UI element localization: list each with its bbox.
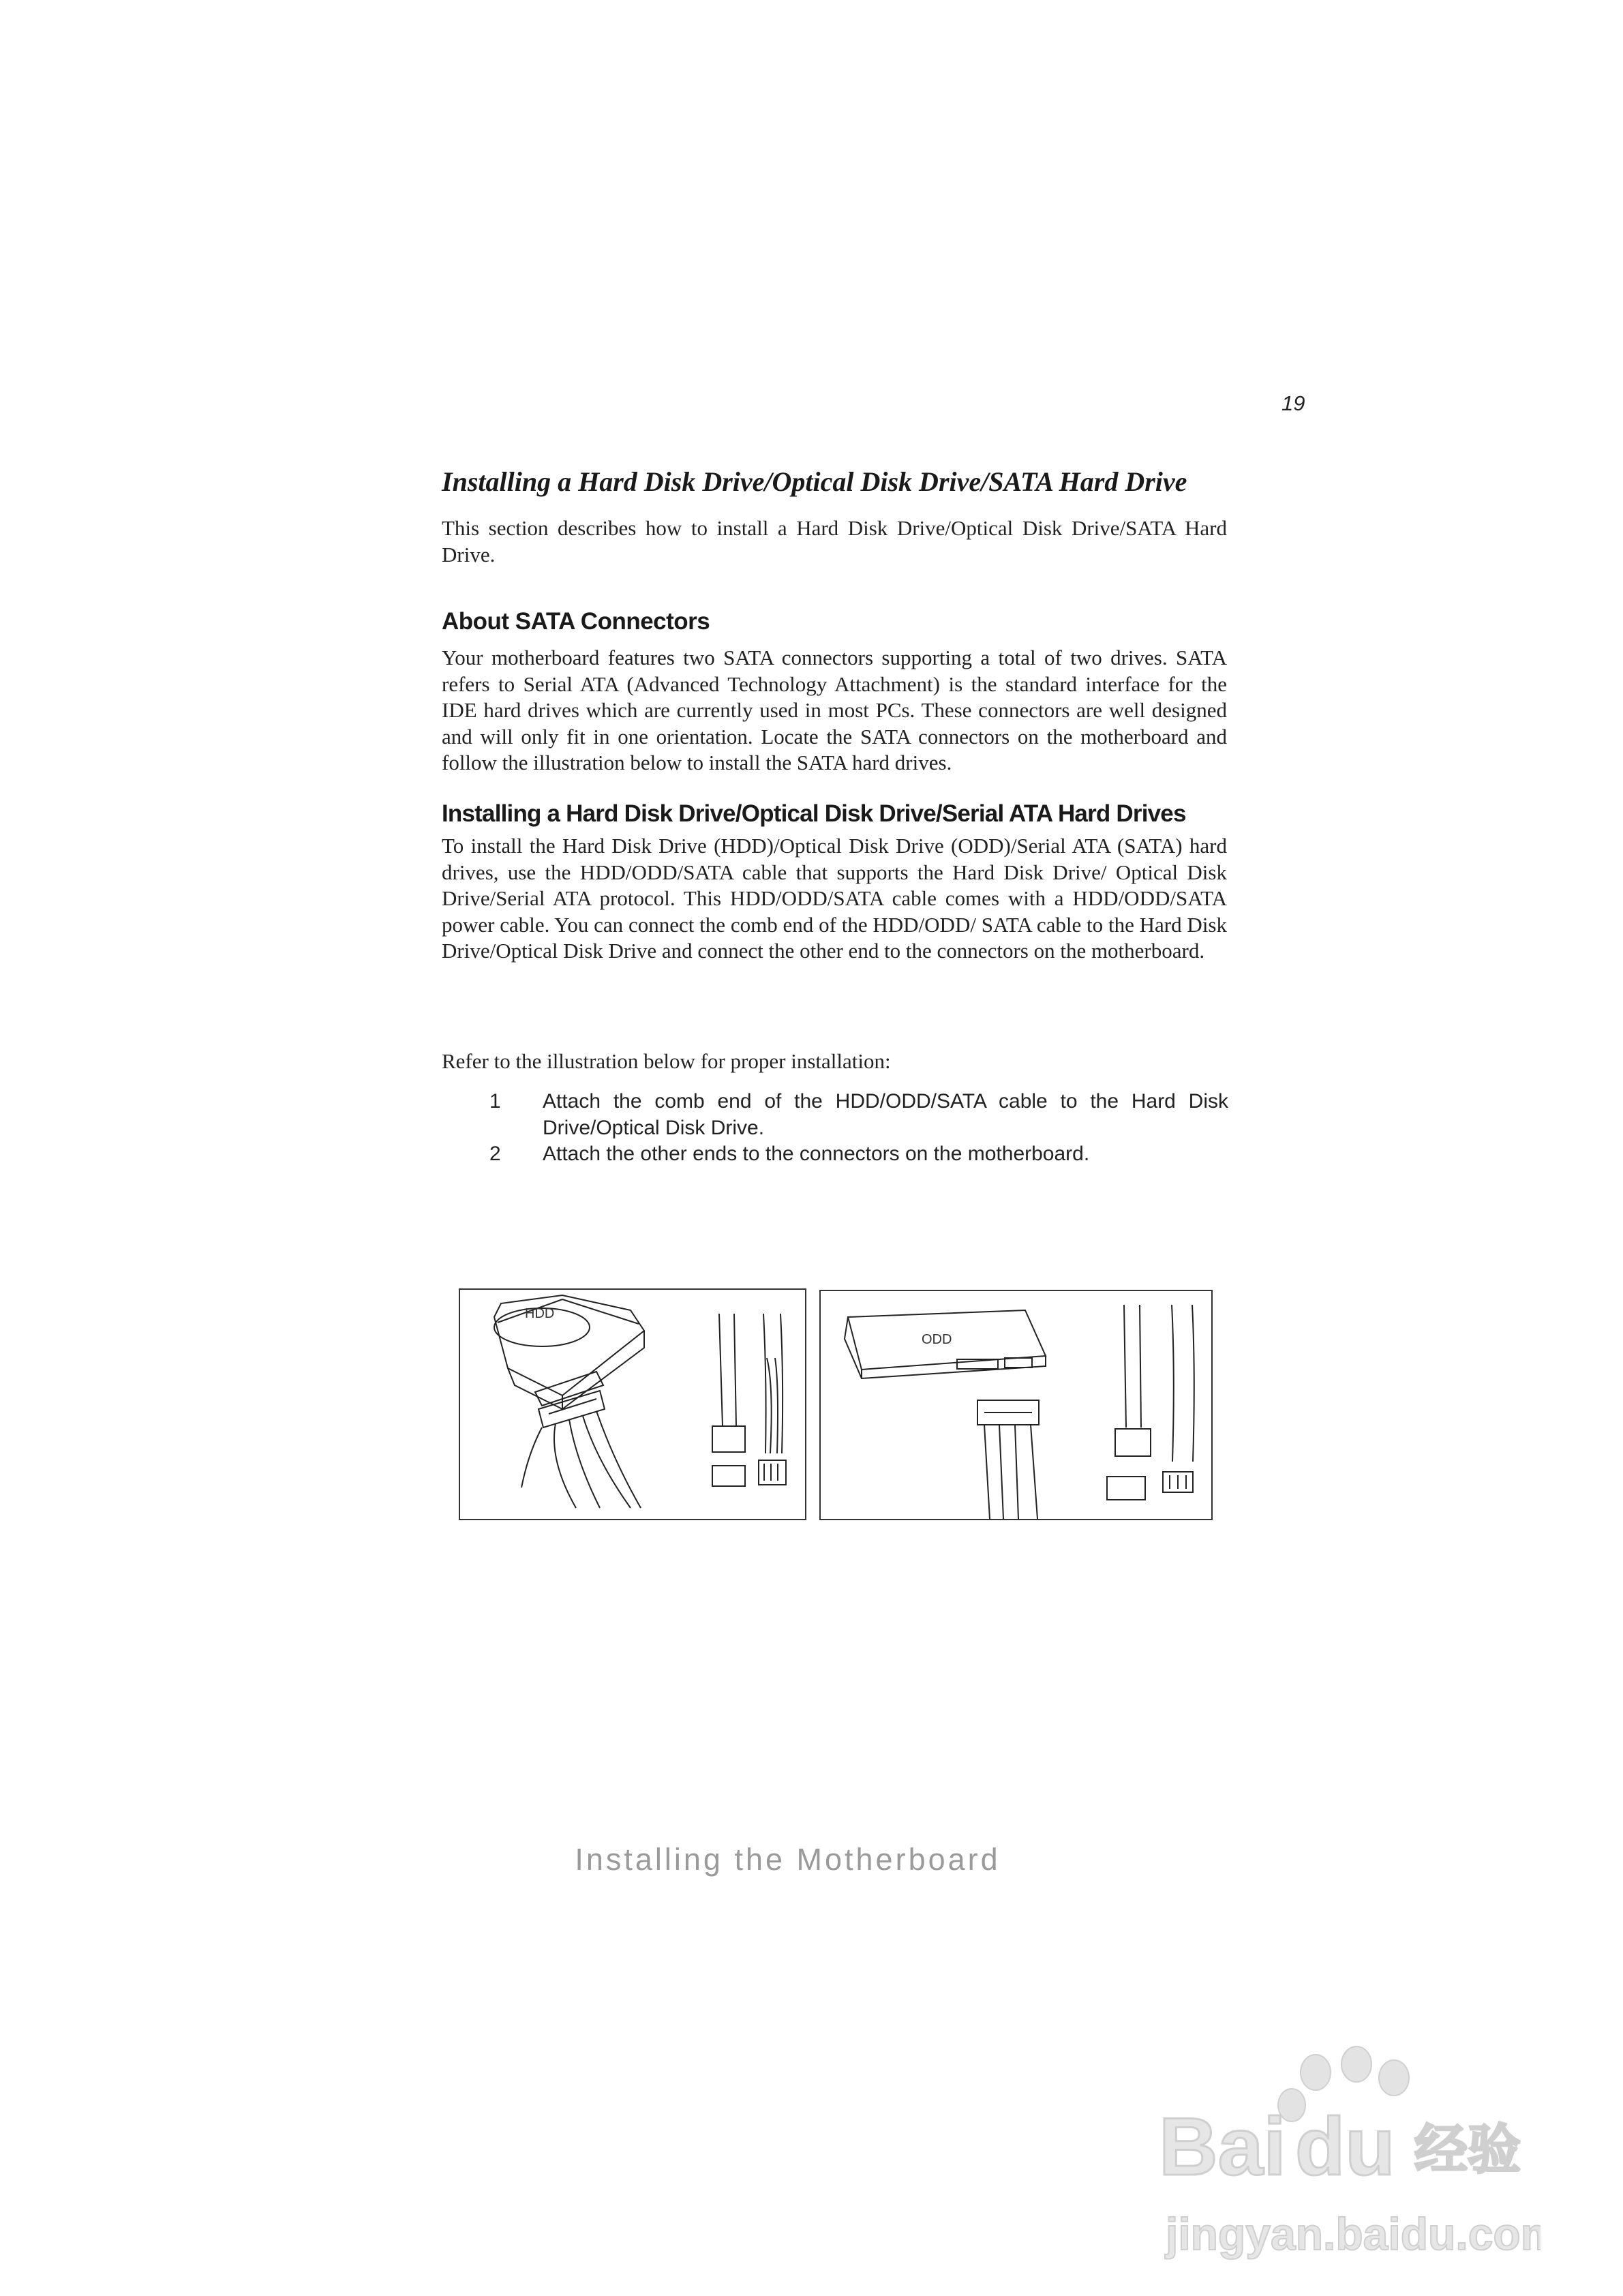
step-text: Attach the other ends to the connectors on the motherboard.: [543, 1143, 1090, 1165]
svg-text:du: du: [1295, 2101, 1395, 2192]
installing-drives-heading: Installing a Hard Disk Drive/Optical Disk Drive/Serial ATA Hard Drives: [442, 800, 1186, 827]
step-number: 1: [489, 1090, 501, 1113]
hdd-drawing: [460, 1290, 805, 1519]
page-footer: [0, 1842, 1623, 1877]
about-sata-paragraph: Your motherboard features two SATA connectors supporting a total of two drives. SATA refers to Serial ATA (Advanced Technology Attachment) is the standard interface for the IDE hard drives which are currently used in most PCs. These connectors are well designed and will only fit in one orientation. Locate the SATA connectors on the motherboard and follow the illustration below to install the SATA hard drives.: [442, 646, 1227, 774]
odd-illustration: [819, 1290, 1213, 1520]
step-item: [489, 1141, 1228, 1167]
refer-text: Refer to the illustration below for proper installation:: [442, 1049, 891, 1073]
hdd-label: HDD: [525, 1306, 555, 1321]
paw-logo-icon: [1159, 2045, 1541, 2270]
baidu-watermark-logo: [1159, 2045, 1541, 2270]
footer-text: Installing the Motherboard: [575, 1842, 1001, 1877]
odd-label: ODD: [922, 1332, 952, 1347]
step-text: Attach the comb end of the HDD/ODD/SATA cable to the Hard Disk Drive/Optical Disk Drive.: [543, 1090, 1228, 1139]
step-number: 2: [489, 1143, 501, 1165]
intro-paragraph: This section describes how to install a Hard Disk Drive/Optical Disk Drive/SATA Hard Drive.: [442, 516, 1227, 567]
step-item: [489, 1088, 1228, 1141]
page-number: 19: [1281, 391, 1305, 415]
installing-drives-paragraph: To install the Hard Disk Drive (HDD)/Optical Disk Drive (ODD)/Serial ATA (SATA) hard drives, use the HDD/ODD/SATA cable that supports the Hard Disk Drive/ Optical Disk Drive/Serial ATA protocol. This HDD/ODD/SATA cable comes with a HDD/ODD/SATA power cable. You can connect the comb end of the HDD/ODD/ SATA cable to the Hard Disk Drive/Optical Disk Drive and connect the other end to the connectors on the motherboard.: [442, 834, 1227, 963]
odd-drawing: [821, 1291, 1211, 1519]
hdd-illustration: [459, 1288, 806, 1520]
section-title: Installing a Hard Disk Drive/Optical Disk Drive/SATA Hard Drive: [442, 466, 1187, 497]
svg-text:经验: 经验: [1414, 2119, 1521, 2181]
about-sata-heading: About SATA Connectors: [442, 608, 710, 635]
svg-text:Bai: Bai: [1159, 2101, 1286, 2192]
svg-text:jingyan.baidu.com: jingyan.baidu.com: [1166, 2209, 1541, 2259]
